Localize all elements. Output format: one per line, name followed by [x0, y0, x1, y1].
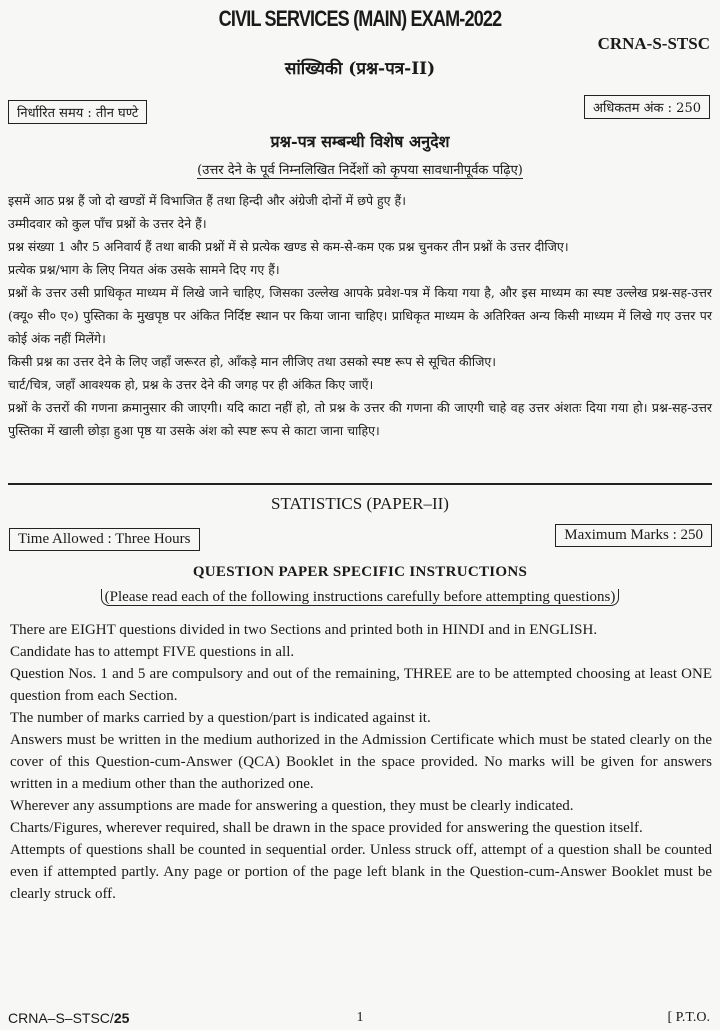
instruction-english: Answers must be written in the medium authorized in the Admission Certificate which must be stated clearly on the cover of this Question-cum-Answer (QCA) Booklet in the space provided. No marks will be given for answers written in a medium other than the authorized one. [10, 732, 712, 792]
instruction-english: Attempts of questions shall be counted in sequential order. Unless struck off, attempt of a question shall be counted even if attempted partly. Any page or portion of the page left blank in the Question-cum-Answer Booklet must be clearly struck off. [10, 842, 712, 902]
subject-title-hindi: सांख्यिकी (प्रश्न-पत्र-II) [284, 59, 436, 79]
time-allowed-english: Time Allowed : Three Hours [9, 528, 200, 551]
instruction-english: There are EIGHT questions divided in two Sections and printed both in HINDI and in ENGLISH. [10, 622, 598, 638]
subject-title-english: STATISTICS (PAPER–II) [271, 494, 449, 513]
footer-code-prefix: CRNA–S–STSC/ [8, 1010, 114, 1026]
section-divider [8, 483, 712, 485]
instruction-hindi: चार्ट/चित्र, जहाँ आवश्यक हो, प्रश्न के उत्तर देने की जगह पर ही अंकित किए जाएँ। [8, 377, 374, 392]
instructions-subheading-english [0, 589, 720, 606]
max-marks-english: Maximum Marks : 250 [555, 524, 712, 547]
instructions-list-english [10, 619, 712, 905]
instructions-heading-english: QUESTION PAPER SPECIFIC INSTRUCTIONS [192, 564, 528, 580]
time-allowed-hindi: निर्धारित समय : तीन घण्टे [8, 100, 147, 124]
instruction-english: Candidate has to attempt FIVE questions in all. [10, 644, 295, 660]
page-number: 1 [356, 1010, 364, 1025]
instruction-hindi: उम्मीदवार को कुल पाँच प्रश्नों के उत्तर देने हैं। [8, 216, 207, 231]
paper-code: CRNA-S-STSC [597, 34, 710, 53]
please-turn-over: [ P.T.O. [667, 1010, 710, 1025]
subheading-text-english: (Please read each of the following instructions carefully before attempting questions) [101, 589, 620, 606]
instructions-subheading-hindi [0, 160, 720, 178]
instruction-hindi: प्रश्नों के उत्तर उसी प्राधिकृत माध्यम में लिखे जाने चाहिए, जिसका उल्लेख आपके प्रवेश-पत्र में किया गया है, और इस माध्यम का स्पष्ट उल्लेख प्रश्न-सह-उत्तर (क्यू० सी० ए०) पुस्तिका के मुखपृष्ठ पर अंकित निर्दिष्ट स्थान पर किया जाना चाहिए। प्राधिकृत माध्यम के अतिरिक्त अन्य किसी माध्यम में लिखे गए उत्तर पर कोई अंक नहीं मिलेंगे। [8, 285, 712, 346]
footer-code-number: 25 [113, 1010, 130, 1026]
instructions-list-hindi [8, 189, 712, 442]
subheading-text-hindi: (उत्तर देने के पूर्व निम्नलिखित निर्देशों को कृपया सावधानीपूर्वक पढ़िए) [197, 163, 523, 178]
instruction-english: Question Nos. 1 and 5 are compulsory and out of the remaining, THREE are to be attempted choosing at least ONE question from each Section. [10, 666, 712, 704]
instructions-heading-hindi: प्रश्न-पत्र सम्बन्धी विशेष अनुदेश [270, 132, 450, 151]
instruction-hindi: प्रश्न संख्या 1 और 5 अनिवार्य हैं तथा बाकी प्रश्नों में से प्रत्येक खण्ड से कम-से-कम एक प्रश्न चुनकर तीन प्रश्नों के उत्तर दीजिए। [8, 239, 569, 254]
instruction-english: The number of marks carried by a question/part is indicated against it. [10, 710, 431, 726]
instruction-hindi: प्रश्नों के उत्तरों की गणना क्रमानुसार की जाएगी। यदि काटा नहीं हो, तो प्रश्न के उत्तर की गणना की जाएगी चाहे वह उत्तर अंशतः दिया गया हो। प्रश्न-सह-उत्तर पुस्तिका में खाली छोड़ा हुआ पृष्ठ या उसके अंश को स्पष्ट रूप से काटा जाना चाहिए। [8, 400, 712, 438]
instruction-english: Wherever any assumptions are made for answering a question, they must be clearly indicated. [10, 798, 574, 814]
instruction-hindi: किसी प्रश्न का उत्तर देने के लिए जहाँ जरूरत हो, आँकड़े मान लीजिए तथा उसको स्पष्ट रूप से सूचित कीजिए। [8, 354, 497, 369]
instruction-english: Charts/Figures, wherever required, shall be drawn in the space provided for answering the question itself. [10, 820, 643, 836]
max-marks-hindi: अधिकतम अंक : 250 [584, 95, 710, 119]
instruction-hindi: इसमें आठ प्रश्न हैं जो दो खण्डों में विभाजित हैं तथा हिन्दी और अंग्रेजी दोनों में छपे हुए हैं। [8, 193, 406, 208]
instruction-hindi: प्रत्येक प्रश्न/भाग के लिए नियत अंक उसके सामने दिए गए हैं। [8, 262, 280, 277]
exam-title: CIVIL SERVICES (MAIN) EXAM-2022 [218, 6, 502, 31]
